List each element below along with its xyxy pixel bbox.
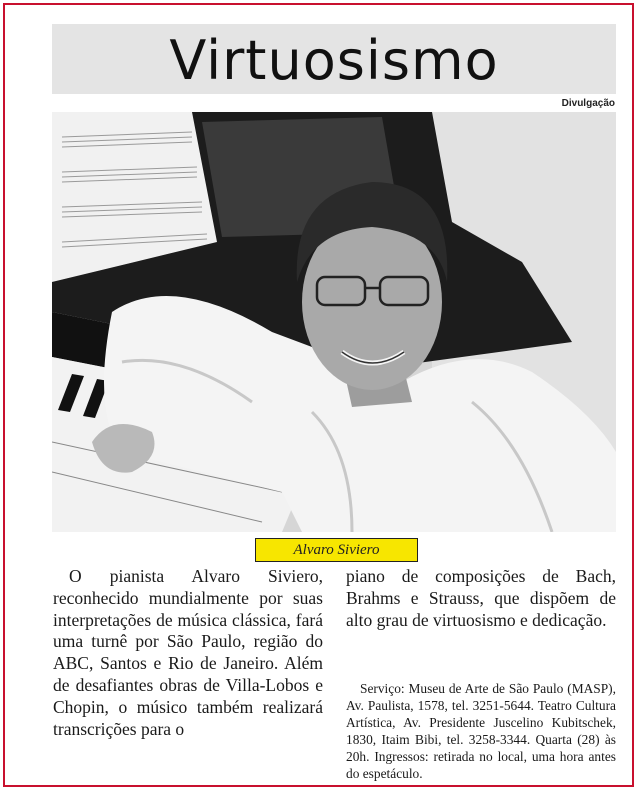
article-photo — [52, 112, 616, 532]
photo-caption: Alvaro Siviero — [255, 538, 418, 562]
headline-band — [52, 24, 616, 94]
photo-credit: Divulgação — [561, 98, 615, 109]
article-body-right: piano de composições de Bach, Brahms e Strauss, que dispõem de alto grau de virtuosismo e dedicação. — [346, 566, 616, 630]
headline: Virtuosismo — [169, 29, 499, 92]
article-body-right-column — [346, 566, 616, 631]
article-body-left: O pianista Alvaro Siviero, reconhecido mundialmente por suas interpretações de música clássica, fará uma turnê por São Paulo, região do ABC, Santos e Rio de Janeiro. Além de desafiantes obras de Villa-Lobos e Chopin, o músico também realizará transcrições para o — [53, 566, 323, 739]
article-body-left-column — [53, 566, 323, 740]
service-info-text: Serviço: Museu de Arte de São Paulo (MASP), Av. Paulista, 1578, tel. 3251-5644. Teatro Cultura Artística, Av. Presidente Juscelino Kubitschek, 1830, Itaim Bibi, tel. 3258-3344. Quarta (28) às 20h. Ingressos: retirada no local, uma hora antes do espetáculo. — [346, 681, 616, 781]
service-info — [346, 680, 616, 782]
